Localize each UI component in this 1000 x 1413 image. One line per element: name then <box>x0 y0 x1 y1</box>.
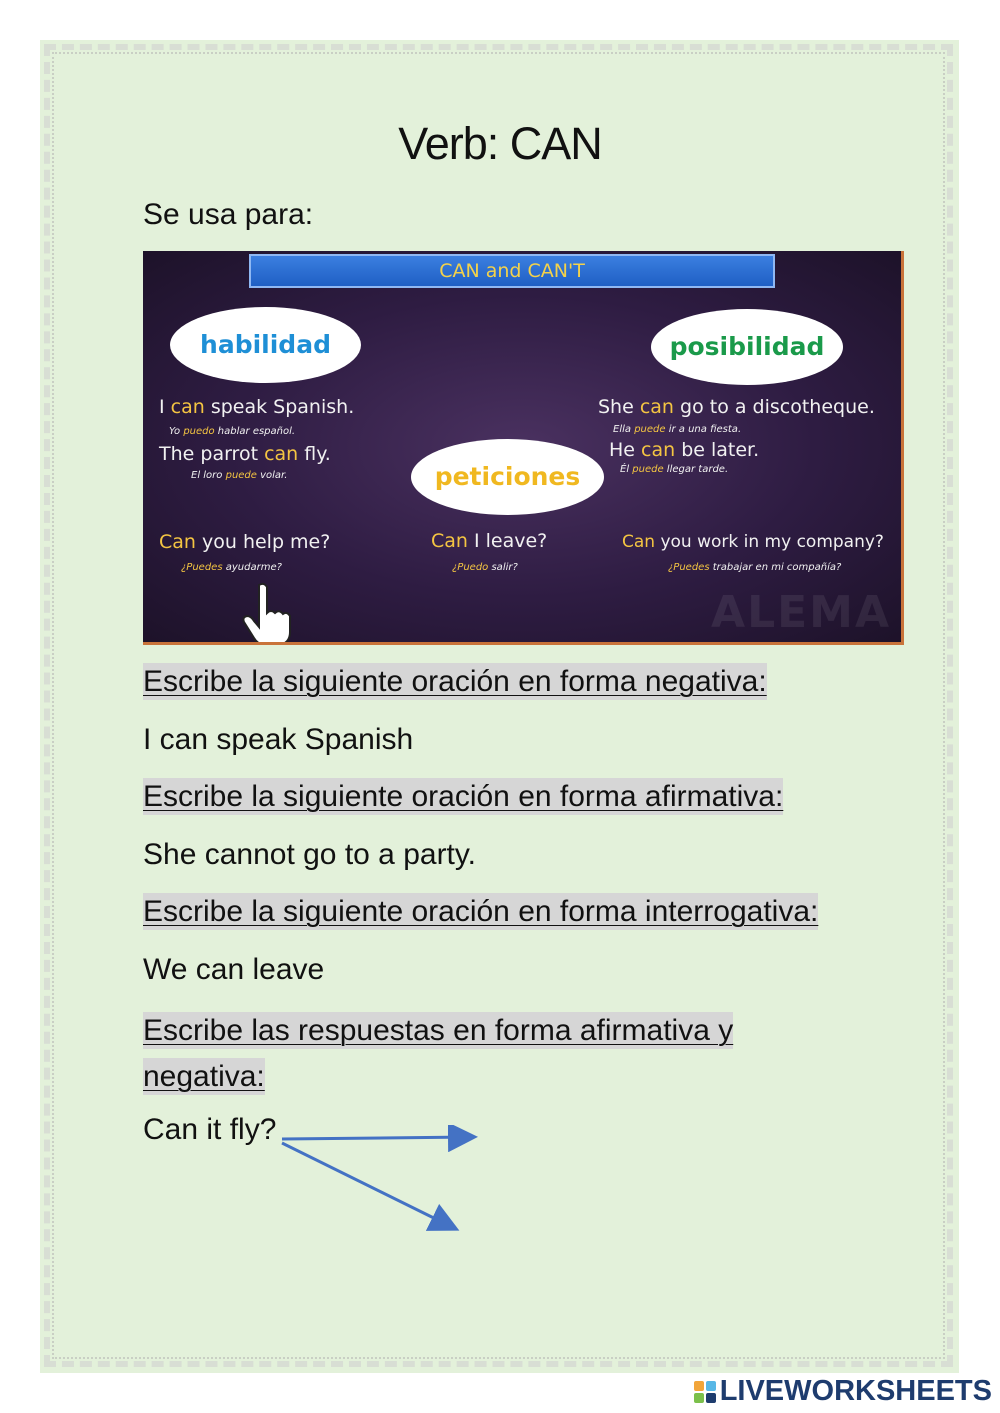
page-title: Verb: CAN <box>398 118 602 169</box>
example-ability-2-translation: El loro puede volar. <box>191 470 288 481</box>
exercise-4-instruction: Escribe las respuestas en forma afirmativa y negativa: <box>143 1014 734 1093</box>
exercise-3-sentence: We can leave <box>143 953 325 986</box>
exercise-1-sentence: I can speak Spanish <box>143 723 414 756</box>
example-ability-1: I can speak Spanish. <box>159 396 355 418</box>
arrow-negative <box>282 1143 454 1228</box>
category-possibility-bubble: posibilidad <box>651 309 843 385</box>
can-cant-illustration <box>143 251 904 645</box>
example-ability-1-translation: Yo puedo hablar español. <box>169 426 296 437</box>
illustration-banner: CAN and CAN'T <box>249 254 775 288</box>
example-ability-2: The parrot can fly. <box>159 443 331 465</box>
example-ability-3-translation: ¿Puedes ayudarme? <box>181 562 282 573</box>
example-possibility-2-translation: Él puede llegar tarde. <box>620 464 729 475</box>
logo-icon <box>694 1381 716 1403</box>
example-possibility-1: She can go to a discotheque. <box>598 396 875 418</box>
example-request-1: Can I leave? <box>431 530 548 552</box>
liveworksheets-logo <box>694 1375 992 1408</box>
example-request-1-translation: ¿Puedo salir? <box>452 562 518 573</box>
logo-text: LIVEWORKSHEETS <box>719 1375 992 1407</box>
category-ability-bubble: habilidad <box>170 307 361 383</box>
answer-arrows <box>270 1125 490 1240</box>
exercise-2-instruction: Escribe la siguiente oración en forma afirmativa: <box>143 780 784 813</box>
exercise-1-instruction: Escribe la siguiente oración en forma negativa: <box>143 665 767 698</box>
category-requests-bubble: peticiones <box>411 439 604 515</box>
example-possibility-2: He can be later. <box>609 439 760 461</box>
exercise-2-sentence: She cannot go to a party. <box>143 838 477 871</box>
decorative-border-inner <box>52 52 945 1359</box>
example-request-2: Can you work in my company? <box>622 532 884 552</box>
exercise-3-instruction: Escribe la siguiente oración en forma interrogativa: <box>143 895 819 928</box>
example-ability-3: Can you help me? <box>159 531 331 553</box>
example-possibility-1-translation: Ella puede ir a una fiesta. <box>613 424 742 435</box>
illustration-watermark: ALEMA <box>711 587 891 638</box>
example-request-2-translation: ¿Puedes trabajar en mi compañía? <box>668 562 842 573</box>
intro-text: Se usa para: <box>143 198 314 231</box>
arrow-affirmative <box>282 1137 472 1139</box>
exercise-4-sentence: Can it fly? <box>143 1113 277 1146</box>
pointing-hand-icon <box>239 581 299 645</box>
